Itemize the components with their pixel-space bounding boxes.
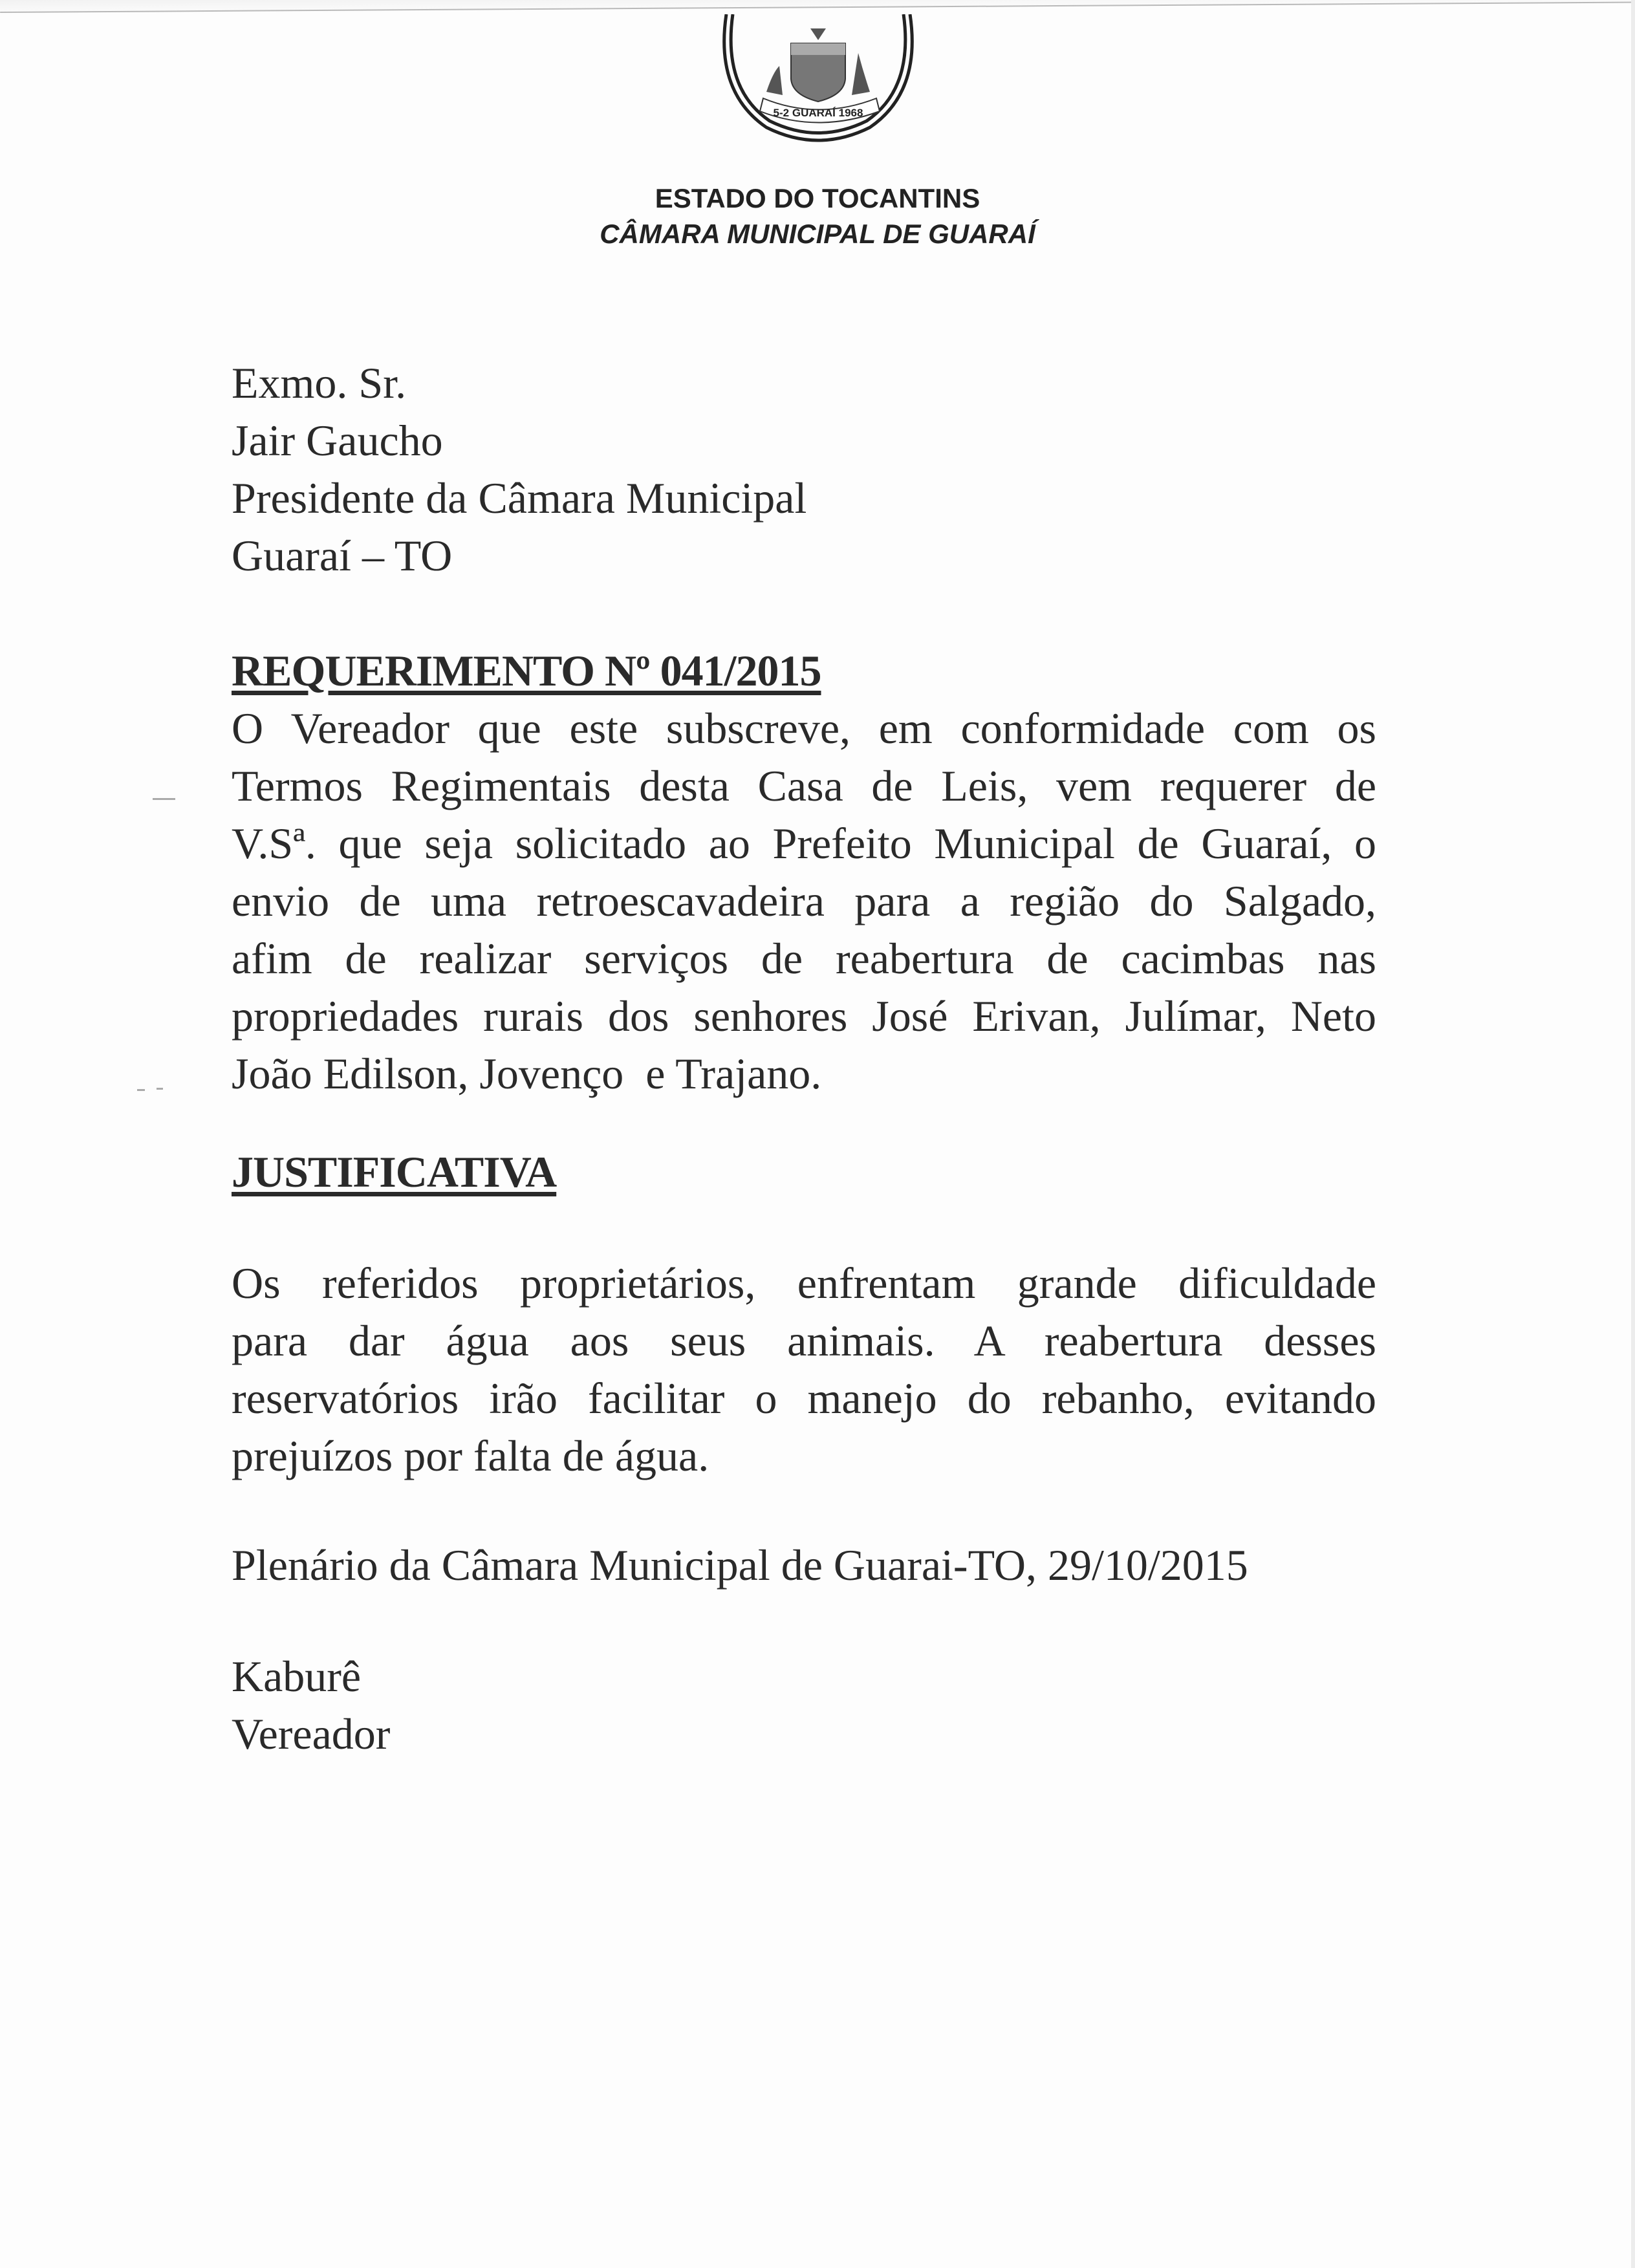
justification-line: Os referidos proprietários, enfrentam grande dificuldade (232, 1258, 1376, 1308)
scan-speck (157, 1088, 163, 1090)
addressee-block (232, 354, 1376, 585)
addressee-location: Guaraí – TO (232, 531, 453, 580)
justification-line: reservatórios irão facilitar o manejo do rebanho, evitando (232, 1374, 1376, 1423)
scan-edge-right (1631, 0, 1635, 2268)
scan-speck (137, 1089, 145, 1091)
request-line: O Vereador que este subscreve, em conformidade com os (232, 704, 1376, 753)
request-body (232, 700, 1376, 1103)
signer-name: Kaburê (232, 1652, 362, 1701)
request-line: propriedades rurais dos senhores José Erivan, Julímar, Neto (232, 991, 1376, 1041)
request-heading-wrap (232, 642, 1376, 700)
addressee-name: Jair Gaucho (232, 416, 443, 465)
justification-line: para dar água aos seus animais. A reabertura desses (232, 1316, 1376, 1365)
request-line: envio de uma retroescavadeira para a região do Salgado, (232, 876, 1376, 925)
justification-line: prejuízos por falta de água. (232, 1431, 709, 1480)
scan-speck (153, 798, 175, 800)
signature-block (232, 1648, 1376, 1763)
salutation: Exmo. Sr. (232, 358, 407, 407)
request-line: Termos Regimentais desta Casa de Leis, vem requerer de (232, 761, 1376, 810)
request-line: V.Sª. que seja solicitado ao Prefeito Municipal de Guaraí, o (232, 819, 1376, 868)
justification-heading-wrap (232, 1143, 1376, 1201)
letterhead-chamber: CÂMARA MUNICIPAL DE GUARAÍ (600, 219, 1035, 249)
place-date: Plenário da Câmara Municipal de Guarai-TO, 29/10/2015 (232, 1540, 1248, 1590)
closing-block (232, 1537, 1376, 1594)
request-line: João Edilson, Jovenço e Trajano. (232, 1049, 822, 1098)
request-heading: REQUERIMENTO Nº 041/2015 (232, 646, 821, 695)
letterhead-state: ESTADO DO TOCANTINS (655, 183, 980, 213)
logo-banner-text: 5-2 GUARAÍ 1968 (773, 107, 863, 119)
justification-heading: JUSTIFICATIVA (232, 1147, 557, 1196)
justification-body (232, 1255, 1376, 1485)
addressee-title: Presidente da Câmara Municipal (232, 473, 807, 523)
scan-edge (0, 0, 1635, 13)
request-line: afim de realizar serviços de reabertura de cacimbas nas (232, 934, 1376, 983)
municipal-coat-of-arms-icon (715, 14, 922, 144)
signer-role: Vereador (232, 1709, 391, 1758)
